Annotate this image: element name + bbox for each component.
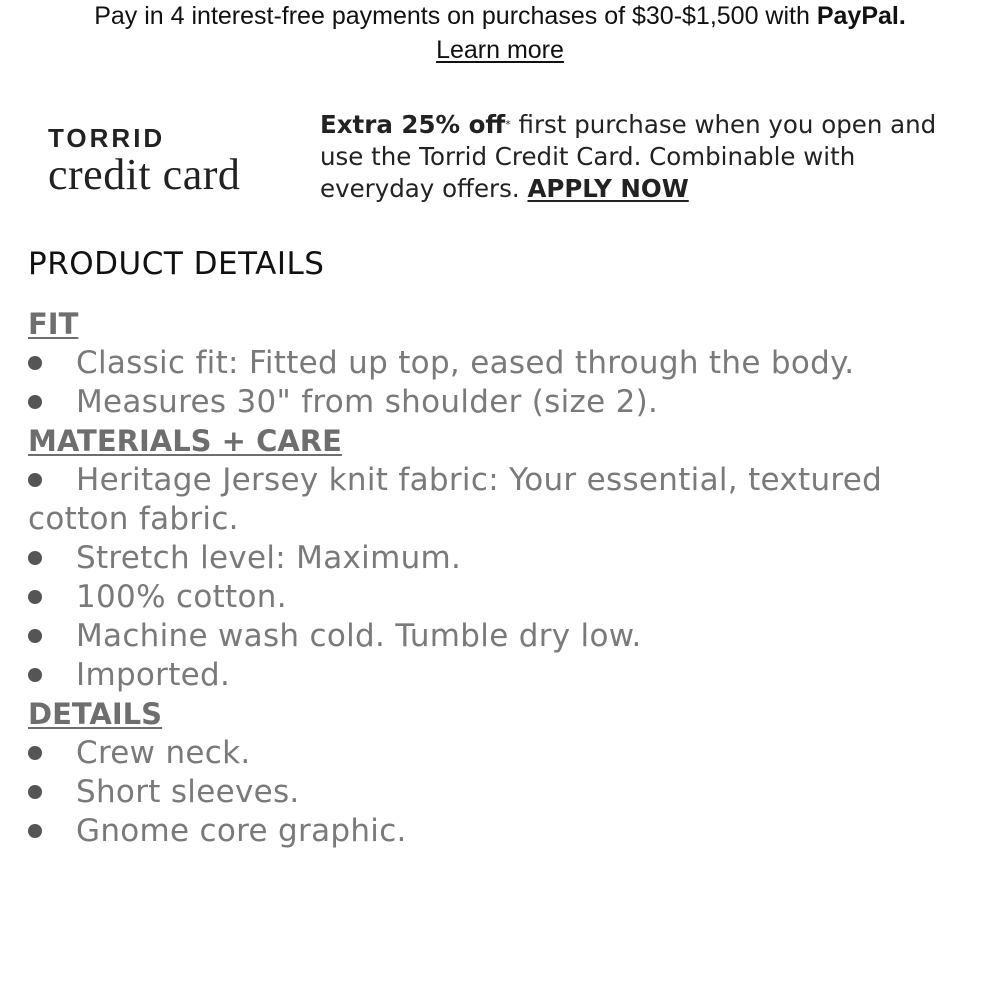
bullet-icon xyxy=(28,356,42,370)
list-item xyxy=(28,734,978,773)
bullet-icon xyxy=(28,629,42,643)
paypal-brand: PayPal. xyxy=(816,2,906,30)
list-item-text: Measures 30" from shoulder (size 2). xyxy=(76,384,659,420)
list-item xyxy=(28,812,978,851)
list-item-text: Short sleeves. xyxy=(76,774,300,810)
torrid-credit-card-logo xyxy=(48,123,240,197)
bullet-icon xyxy=(28,668,42,682)
promo-offer-mark: * xyxy=(505,118,511,131)
list-item xyxy=(28,461,978,539)
list-item xyxy=(28,617,978,656)
logo-product-text: credit card xyxy=(48,150,241,199)
credit-card-promo xyxy=(30,105,950,213)
logo-brand-text: TORRID xyxy=(48,123,166,153)
list-item xyxy=(28,773,978,812)
list-item xyxy=(28,656,978,695)
list-item xyxy=(28,344,978,383)
list-item-text: Gnome core graphic. xyxy=(76,813,407,849)
product-details xyxy=(28,243,978,851)
fit-list xyxy=(28,344,978,422)
list-item xyxy=(28,539,978,578)
list-item xyxy=(28,383,978,422)
section-materials-care xyxy=(28,422,978,695)
product-details-title: PRODUCT DETAILS xyxy=(28,246,325,282)
section-heading-materials-care: MATERIALS + CARE xyxy=(28,424,342,458)
list-item-text: Heritage Jersey knit fabric: Your essential, textured cotton fabric. xyxy=(28,462,883,537)
promo-offer-body: first purchase when you open and use the Torrid Credit Card. Combinable with everyday offers. xyxy=(320,110,937,203)
list-item-text: Stretch level: Maximum. xyxy=(76,540,462,576)
paypal-message-text: Pay in 4 interest-free payments on purchases of $30-$1,500 with xyxy=(94,2,817,30)
section-heading-details: DETAILS xyxy=(28,697,163,731)
list-item-text: Imported. xyxy=(76,657,231,693)
paypal-message xyxy=(0,0,1000,32)
bullet-icon xyxy=(28,746,42,760)
list-item xyxy=(28,578,978,617)
bullet-icon xyxy=(28,824,42,838)
section-details xyxy=(28,695,978,851)
learn-more-link[interactable]: Learn more xyxy=(436,36,564,64)
bullet-icon xyxy=(28,785,42,799)
bullet-icon xyxy=(28,551,42,565)
materials-care-list xyxy=(28,461,978,695)
promo-offer-headline: Extra 25% off xyxy=(320,110,506,139)
paypal-banner xyxy=(0,0,1000,66)
bullet-icon xyxy=(28,395,42,409)
details-list xyxy=(28,734,978,851)
section-fit xyxy=(28,305,978,422)
bullet-icon xyxy=(28,590,42,604)
list-item-text: 100% cotton. xyxy=(76,579,287,615)
list-item-text: Machine wash cold. Tumble dry low. xyxy=(76,618,642,654)
list-item-text: Classic fit: Fitted up top, eased through the body. xyxy=(76,345,855,381)
promo-offer-text xyxy=(320,109,950,205)
section-heading-fit: FIT xyxy=(28,307,79,341)
apply-now-link[interactable]: APPLY NOW xyxy=(527,174,689,203)
list-item-text: Crew neck. xyxy=(76,735,251,771)
bullet-icon xyxy=(28,473,42,487)
